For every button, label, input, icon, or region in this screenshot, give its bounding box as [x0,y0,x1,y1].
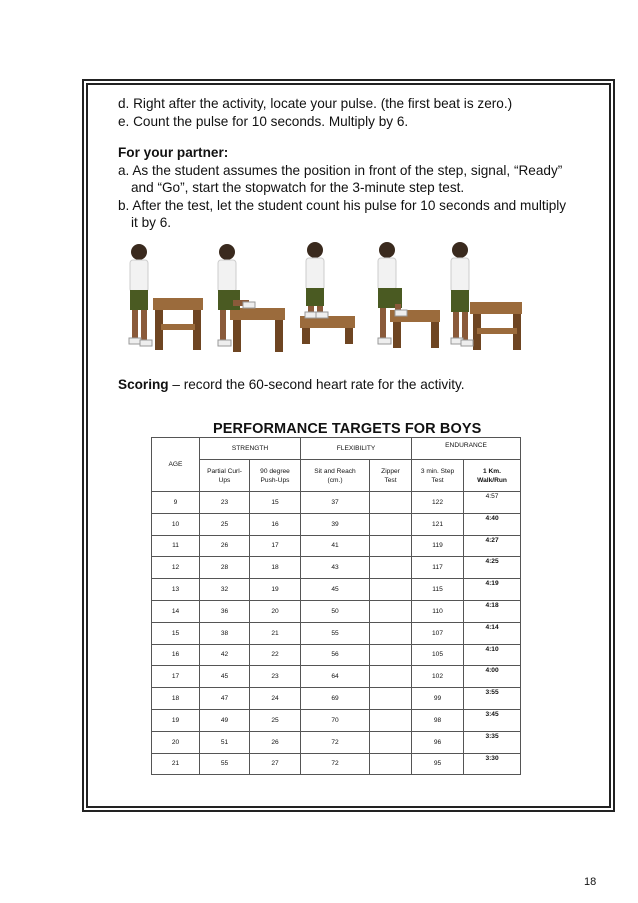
partner-a-line2: and “Go”, start the stopwatch for the 3-minute step test. [131,180,465,196]
scoring-text: – record the 60-second heart rate for the activity. [168,377,465,392]
table-row: 10 25 16 39 121 4:40 [152,513,521,535]
table-row: 17 45 23 64 102 4:00 [152,666,521,688]
zipper-header: Zipper Test [370,460,412,492]
step-figure-5 [451,242,522,350]
table-row: 13 32 19 45 115 4:19 [152,579,521,601]
age-header: AGE [152,438,200,492]
walk-run-header: 1 Km. Walk/Run [464,460,521,492]
sit-reach-header: Sit and Reach (cm.) [301,460,370,492]
table-row: 9 23 15 37 122 4:57 [152,492,521,514]
table-row: 20 51 26 72 96 3:35 [152,731,521,753]
scoring-block [118,376,588,394]
partner-a-line1: a. As the student assumes the position in front of the step, signal, “Ready” [118,162,563,178]
step-figure-2 [218,244,285,352]
curl-ups-header: Partial Curl- Ups [200,460,250,492]
scoring-label: Scoring [118,377,169,392]
table-row: 15 38 21 55 107 4:14 [152,622,521,644]
partner-b-line1: b. After the test, let the student count his pulse for 10 seconds and multiply [118,197,567,213]
push-ups-header: 90 degree Push-Ups [250,460,301,492]
partner-b-line2: it by 6. [131,215,172,231]
partner-heading: For your partner: [118,145,229,160]
step-test-illustration [115,238,535,356]
partner-block [118,144,588,232]
table-row: 19 49 25 70 98 3:45 [152,709,521,731]
step-figure-1 [129,244,203,350]
step-figure-4 [378,242,440,348]
strength-header: STRENGTH [200,438,301,460]
table-row: 12 28 18 43 117 4:25 [152,557,521,579]
table-row: 11 26 17 41 119 4:27 [152,535,521,557]
table-row: 18 47 24 69 99 3:55 [152,688,521,710]
instruction-d: d. Right after the activity, locate your pulse. (the first beat is zero.) [118,96,513,111]
table-row: 16 42 22 56 105 4:10 [152,644,521,666]
performance-targets-table [151,437,521,775]
instruction-e: e. Count the pulse for 10 seconds. Multiply by 6. [118,113,409,129]
endurance-header: ENDURANCE [412,438,521,460]
table-title: PERFORMANCE TARGETS FOR BOYS [213,421,482,437]
page-number: 18 [584,876,597,888]
flexibility-header: FLEXIBILITY [301,438,412,460]
table-row: 14 36 20 50 110 4:18 [152,600,521,622]
table-row: 21 55 27 72 95 3:30 [152,753,521,775]
step-test-header: 3 min. Step Test [412,460,464,492]
step-figure-3 [300,242,355,344]
instructions-block [118,95,588,130]
